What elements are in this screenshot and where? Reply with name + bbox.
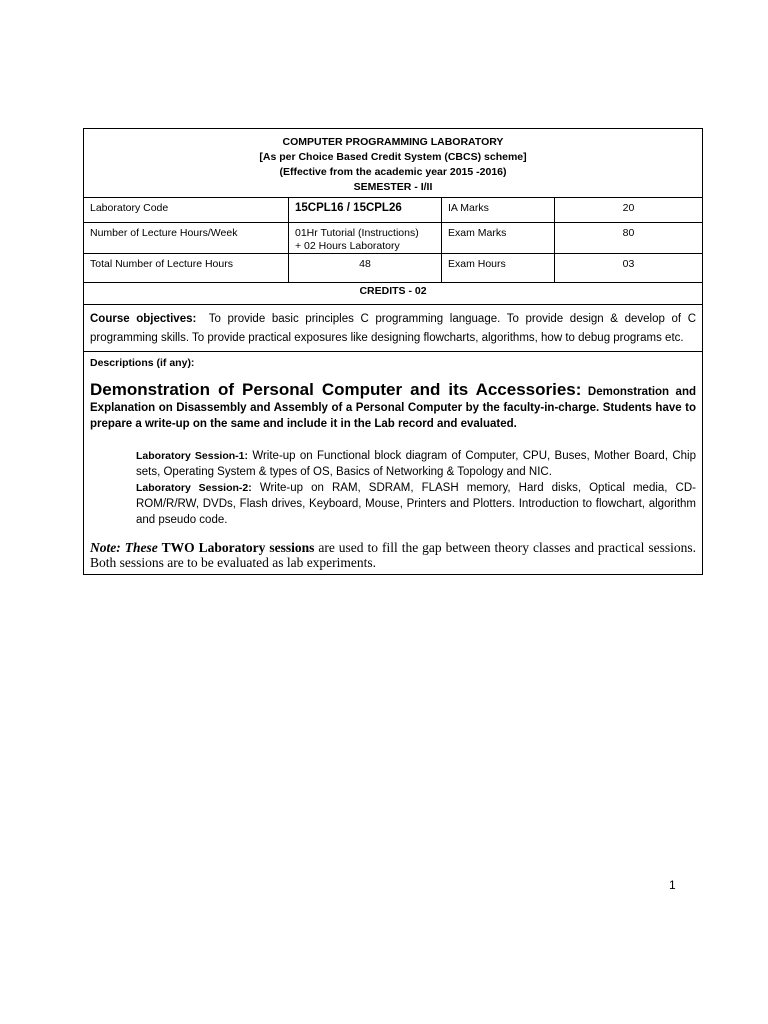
session-2 bbox=[136, 480, 696, 528]
lecture-hours-line: + 02 Hours Laboratory bbox=[295, 240, 400, 252]
effective-line: (Effective from the academic year 2015 -2016) bbox=[279, 166, 507, 178]
laboratory-code-value: 15CPL16 / 15CPL26 bbox=[289, 198, 442, 223]
row-label: Number of Lecture Hours/Week bbox=[84, 223, 289, 254]
course-objectives bbox=[84, 305, 703, 352]
note-paragraph bbox=[90, 540, 696, 570]
session-2-label: Laboratory Session-2: bbox=[136, 482, 252, 494]
demonstration-text: Demonstration and Explanation on Disassembly and Assembly of a Personal Computer by the faculty-in-charge. Students have to prepare a write-up on the same and include it in the Lab record and evaluated. bbox=[90, 386, 696, 430]
table-row bbox=[84, 198, 703, 223]
session-1 bbox=[136, 448, 696, 480]
note-text: are used to fill the gap between theory classes and practical sessions. Both sessions are to be evaluated as lab experiments. bbox=[90, 540, 696, 570]
semester-line: SEMESTER - I/II bbox=[353, 181, 433, 193]
objectives-label: Course objectives: bbox=[90, 313, 197, 325]
lab-sessions bbox=[136, 448, 696, 528]
course-header bbox=[84, 129, 703, 198]
row-label: Exam Hours bbox=[442, 254, 555, 283]
course-title: COMPUTER PROGRAMMING LABORATORY bbox=[282, 136, 504, 148]
table-row bbox=[84, 223, 703, 254]
total-lecture-hours-value: 48 bbox=[289, 254, 442, 283]
course-table bbox=[83, 128, 703, 575]
demonstration-title: Demonstration of Personal Computer and its Accessories: bbox=[90, 380, 582, 399]
row-label: Exam Marks bbox=[442, 223, 555, 254]
lecture-hours-week-value bbox=[289, 223, 442, 254]
session-1-label: Laboratory Session-1: bbox=[136, 450, 248, 462]
row-label: Laboratory Code bbox=[84, 198, 289, 223]
exam-marks-value: 80 bbox=[555, 223, 703, 254]
session-2-text: Write-up on RAM, SDRAM, FLASH memory, Hard disks, Optical media, CD-ROM/R/RW, DVDs, Flash drives, Keyboard, Mouse, Printers and Plotters. Introduction to flowchart, algorithm and pseudo code. bbox=[136, 482, 696, 526]
credits-row: CREDITS - 02 bbox=[84, 283, 703, 305]
row-label: Total Number of Lecture Hours bbox=[84, 254, 289, 283]
exam-hours-value: 03 bbox=[555, 254, 703, 283]
ia-marks-value: 20 bbox=[555, 198, 703, 223]
demonstration-paragraph bbox=[90, 382, 696, 432]
page-number: 1 bbox=[669, 878, 676, 892]
descriptions-label: Descriptions (if any): bbox=[90, 357, 195, 369]
session-1-text: Write-up on Functional block diagram of Computer, CPU, Buses, Mother Board, Chip sets, Operating System & types of OS, Basics of Networking & Topology and NIC. bbox=[136, 450, 696, 478]
objectives-text: To provide basic principles C programming language. To provide design & develop of C programming skills. To provide practical exposures like designing flowcharts, algorithms, how to debug programs etc. bbox=[90, 313, 696, 344]
row-label: IA Marks bbox=[442, 198, 555, 223]
note-bold: TWO Laboratory sessions bbox=[161, 540, 315, 555]
scheme-line: [As per Choice Based Credit System (CBCS) scheme] bbox=[259, 151, 527, 163]
lecture-hours-line: 01Hr Tutorial (Instructions) bbox=[295, 227, 419, 239]
descriptions-section bbox=[84, 352, 703, 575]
note-prefix: Note: These bbox=[90, 540, 158, 555]
table-row bbox=[84, 254, 703, 283]
